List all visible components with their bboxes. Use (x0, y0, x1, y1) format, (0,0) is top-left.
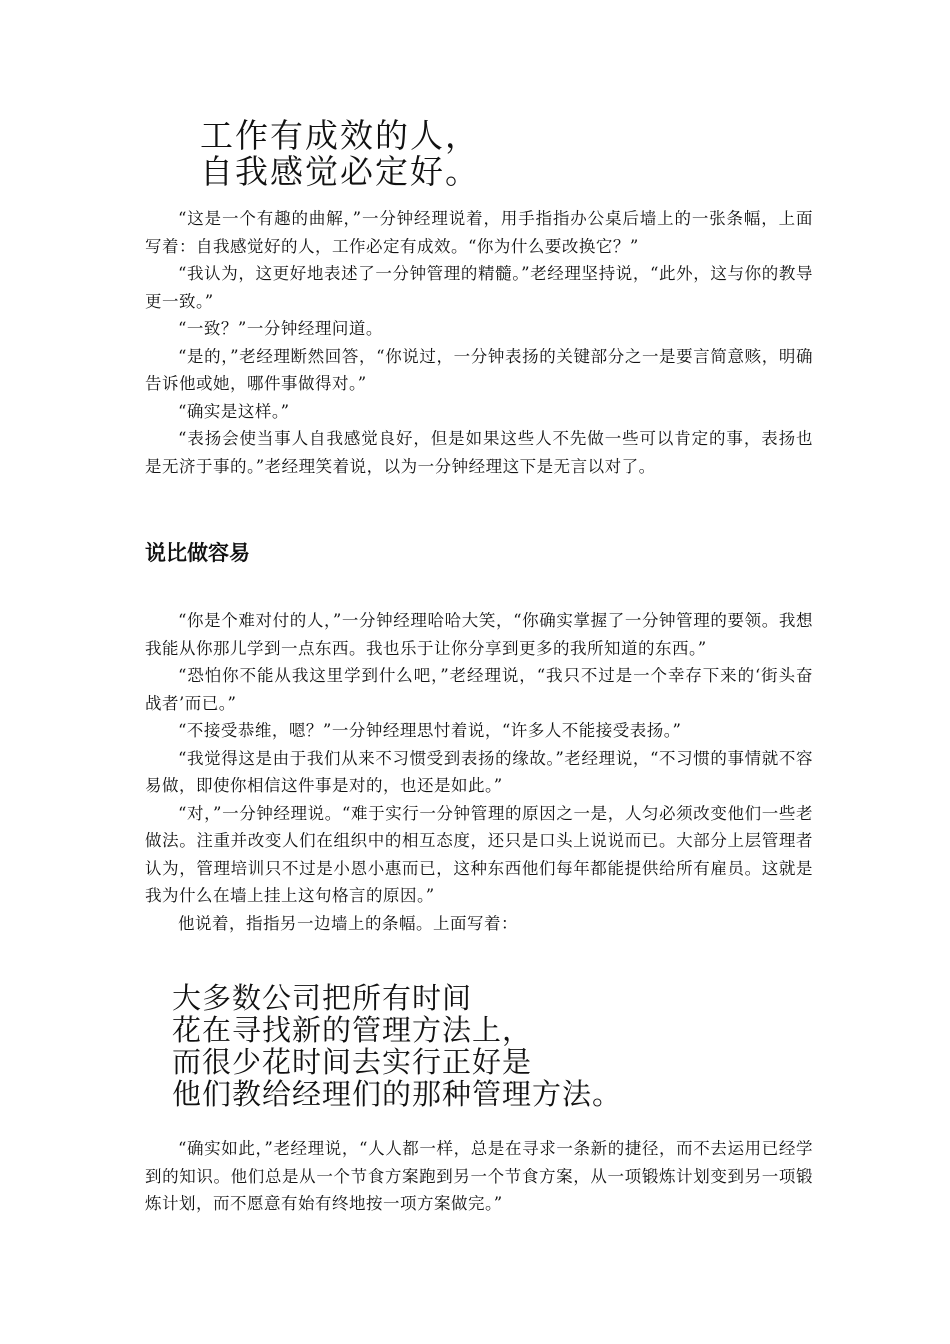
text-block-closing (145, 1135, 813, 1218)
paragraph: “不接受恭维，嗯？”一分钟经理思忖着说，“许多人不能接受表扬。” (178, 721, 682, 740)
paragraph: “我觉得这是由于我们从来不习惯受到表扬的缘故。”老经理说，“不习惯的事情就不容易做，即使你相信这件事是对的，也还是如此。” (145, 748, 813, 795)
motto-line: 他们教给经理们的那种管理方法。 (172, 1077, 623, 1111)
paragraph: “对，”一分钟经理说。“难于实行一分钟管理的原因之一是，人匀必须改变他们一些老做法。注重并改变人们在组织中的相互态度，还只是口头上说说而已。大部分上层管理者认为，管理培训只不过是小恩小惠而已，这种东西他们每年都能提供给所有雇员。这就是我为什么在墙上挂上这句格言的原因。” (145, 803, 813, 905)
text-block-intro (145, 205, 813, 480)
paragraph: “一致？”一分钟经理问道。 (178, 319, 383, 338)
paragraph: “这是一个有趣的曲解，”一分钟经理说着，用手指指办公桌后墙上的一张条幅，上面写着：自我感觉好的人，工作必定有成效。“你为什么要改换它？” (145, 209, 813, 256)
paragraph: “确实如此，”老经理说，“人人都一样，总是在寻求一条新的捷径，而不去运用已经学到的知识。他们总是从一个节食方案跑到另一个节食方案，从一项锻炼计划变到另一项锻炼计划，而不愿意有始有终地按一项方案做完。” (145, 1139, 813, 1213)
paragraph: 他说着，指指另一边墙上的条幅。上面写着： (178, 913, 518, 933)
paragraph: “确实是这样。” (178, 401, 290, 421)
paragraph: “恐怕你不能从我这里学到什么吧，”老经理说，“我只不过是一个幸存下来的‘街头奋战者’而已。” (145, 666, 813, 713)
motto-line: 花在寻找新的管理方法上， (172, 1013, 533, 1047)
motto-line: 大多数公司把所有时间 (172, 981, 473, 1015)
banner-motto-bottom (172, 982, 622, 1110)
paragraph: “我认为，这更好地表述了一分钟管理的精髓。”老经理坚持说，“此外，这与你的教导更一致。” (145, 264, 813, 311)
paragraph: “是的，”老经理断然回答，“你说过，一分钟表扬的关键部分之一是要言简意赅，明确告诉他或她，哪件事做得对。” (145, 346, 813, 393)
paragraph: “表扬会使当事人自我感觉良好，但是如果这些人不先做一些可以肯定的事，表扬也是无济于事的。”老经理笑着说，以为一分钟经理这下是无言以对了。 (145, 429, 813, 476)
paragraph: “你是个难对付的人，”一分钟经理哈哈大笑，“你确实掌握了一分钟管理的要领。我想我能从你那儿学到一点东西。我也乐于让你分享到更多的我所知道的东西。” (145, 611, 813, 658)
section-heading: 说比做容易 (145, 541, 250, 565)
motto-line: 自我感觉必定好。 (200, 152, 480, 191)
motto-line: 而很少花时间去实行正好是 (172, 1045, 533, 1079)
text-block-section (145, 607, 813, 937)
motto-line: 工作有成效的人， (200, 116, 480, 155)
banner-motto-top (200, 118, 480, 190)
